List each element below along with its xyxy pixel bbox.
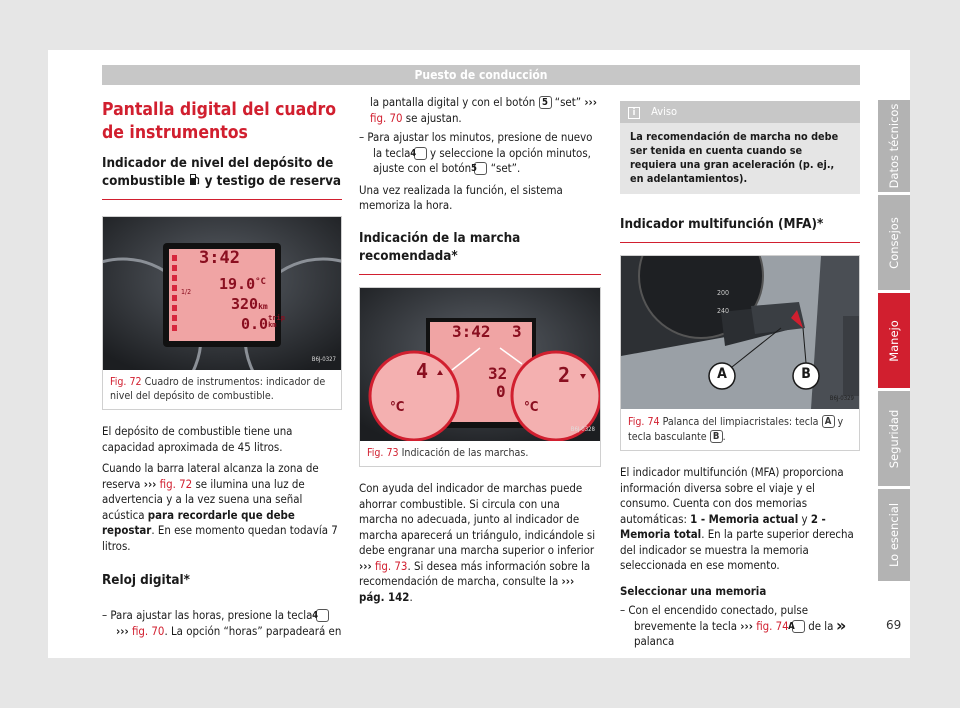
lcd-unit-left: °C bbox=[390, 399, 405, 415]
link-page142[interactable]: pág. 142 bbox=[359, 589, 410, 604]
figure-code-3: B6J-0329 bbox=[829, 394, 854, 402]
key-a-badge: A bbox=[822, 415, 835, 428]
lcd-gear-right: 2 bbox=[558, 362, 571, 387]
speedo-label-240: 240 bbox=[717, 307, 730, 315]
link-fig74[interactable]: fig. 74 bbox=[756, 618, 789, 633]
column-1 bbox=[102, 95, 342, 643]
paragraph-capacity: El depósito de combustible tiene una capacidad aproximada de 45 litros. bbox=[102, 424, 293, 454]
figure-73-caption: Fig. 73 Indicación de las marchas. bbox=[367, 446, 529, 459]
lcd-time-2: 3:42 bbox=[452, 321, 491, 341]
link-fig73[interactable]: fig. 73 bbox=[374, 558, 408, 573]
wiper-lever-image bbox=[621, 256, 859, 409]
speedo-label-200: 200 bbox=[717, 289, 730, 297]
paragraph-reserve: Cuando la barra lateral alcanza la zona de reserva ››› fig. 72 se ilumina una luz de advertencia y a la vez suena una señal acústica para recordarle que debe repostar. En ese momento quedan todavía 7 litros. bbox=[102, 461, 338, 553]
link-fig72[interactable]: fig. 72 bbox=[159, 476, 193, 491]
info-icon: i bbox=[628, 107, 640, 119]
paragraph-mfa: El indicador multifunción (MFA) proporciona información diversa sobre el viaje y el consumo. Cuenta con dos memorias automáticas: 1 - Memoria actual y 2 - Memoria total. En la parte superior derecha del indicador se muestra la memoria seleccionada en ese momento. bbox=[620, 465, 854, 572]
section-header: Puesto de conducción bbox=[102, 65, 860, 85]
subsection-mfa bbox=[620, 216, 860, 243]
tab-consejos[interactable]: Consejos bbox=[878, 195, 910, 290]
key-4-badge: 4 bbox=[316, 609, 329, 622]
instrument-cluster-image bbox=[103, 217, 341, 370]
lcd-trip: 0.0trip km bbox=[241, 314, 285, 333]
subheading-select-memory: Seleccionar una memoria bbox=[620, 583, 767, 598]
lcd-gear-left: 4 bbox=[416, 358, 429, 383]
page-number: 69 bbox=[886, 618, 902, 632]
tab-seguridad[interactable]: Seguridad bbox=[878, 391, 910, 486]
callout-b: B bbox=[801, 366, 811, 382]
paragraph-gear: Con ayuda del indicador de marchas puede ahorrar combustible. Si circula con una marcha no adecuada, junto al indicador de marcha aparecerá un triángulo, indicándole si debe engranar una marcha superior o inferior ››› fig. 73. Si desea más información sobre la recomendación de marcha, consulte la ››› pág. 142. bbox=[359, 481, 596, 604]
gear-indicator-image bbox=[360, 288, 600, 441]
subsection-fuel bbox=[102, 155, 342, 200]
key-b-badge: B bbox=[710, 430, 723, 443]
list-continuation: la pantalla digital y con el botón 5 “set” ››› fig. 70 se ajustan. bbox=[370, 95, 597, 125]
continue-arrow: » bbox=[836, 616, 847, 635]
lcd-zero: 0 bbox=[496, 381, 506, 401]
subsection-fuel-title: Indicador de nivel del depósito de combustible bbox=[102, 156, 334, 189]
figure-74-caption: Fig. 74 Palanca del limpiacristales: tecla A y tecla basculante B . bbox=[628, 416, 844, 443]
notice-header: i Aviso bbox=[620, 101, 860, 123]
lcd-num: 32 bbox=[488, 363, 508, 383]
subsection-gear-title: Indicación de la marcha recomendada* bbox=[359, 230, 521, 264]
lcd-gear-top: 3 bbox=[512, 321, 522, 341]
list-item-select: – Con el encendido conectado, pulse brevemente la tecla ››› fig. 74 A de la palanca bbox=[620, 603, 834, 648]
paragraph-memorize: Una vez realizada la función, el sistema memoriza la hora. bbox=[359, 182, 563, 212]
link-fig70-b[interactable]: fig. 70 bbox=[370, 110, 403, 125]
figure-72-caption: Fig. 72 Cuadro de instrumentos: indicador de nivel del depósito de combustible. bbox=[110, 376, 326, 402]
subsection-clock: Reloj digital* bbox=[102, 573, 190, 588]
tab-lo-esencial[interactable]: Lo esencial bbox=[878, 489, 910, 581]
link-fig70[interactable]: fig. 70 bbox=[131, 623, 165, 638]
figure-code: B6J-0327 bbox=[311, 355, 336, 363]
figure-73 bbox=[359, 287, 601, 468]
section-title: Pantalla digital del cuadro de instrumentos bbox=[102, 100, 337, 143]
lcd-temperature: $19.0^{^\circ C}$ bbox=[219, 275, 266, 293]
list-item-hours: – Para ajustar las horas, presione la tecla 4 ››› fig. 70. La opción “horas” parpadeará en bbox=[102, 608, 342, 638]
tab-datos-tecnicos[interactable]: Datos técnicos bbox=[878, 100, 910, 192]
fuel-pump-icon bbox=[189, 174, 204, 189]
subsection-mfa-title: Indicador multifunción (MFA)* bbox=[620, 217, 824, 232]
key-4-badge-b: 4 bbox=[414, 147, 427, 160]
tab-manejo[interactable]: Manejo bbox=[878, 293, 910, 388]
chapter-tabs bbox=[878, 100, 910, 584]
figure-74 bbox=[620, 255, 860, 451]
notice-body: La recomendación de marcha no debe ser tenida en cuenta cuando se requiera una gran aceleración (p. ej., en adelantamientos). bbox=[630, 130, 839, 185]
lcd-unit-right: °C bbox=[524, 399, 539, 415]
notice-box bbox=[620, 101, 860, 194]
column-2 bbox=[359, 95, 601, 611]
figure-72 bbox=[102, 216, 342, 410]
subsection-fuel-title-2: y testigo de reserva bbox=[204, 174, 342, 189]
key-5-badge-b: 5 bbox=[474, 162, 487, 175]
lcd-half-mark: 1/2 bbox=[181, 288, 192, 296]
subsection-gear bbox=[359, 230, 601, 275]
list-item-minutes: – Para ajustar los minutos, presione de nuevo la tecla 4 y seleccione la opción minutos, ajuste con el botón 5 “set”. bbox=[359, 130, 593, 175]
lcd-time: 3:42 bbox=[199, 248, 240, 268]
figure-code-2: B6J-0328 bbox=[570, 426, 595, 433]
lcd-odometer: 320km bbox=[231, 295, 268, 313]
key-5-badge: 5 bbox=[539, 96, 552, 109]
callout-a: A bbox=[717, 366, 727, 382]
key-a-badge-b: A bbox=[792, 620, 805, 633]
column-3 bbox=[620, 95, 860, 654]
